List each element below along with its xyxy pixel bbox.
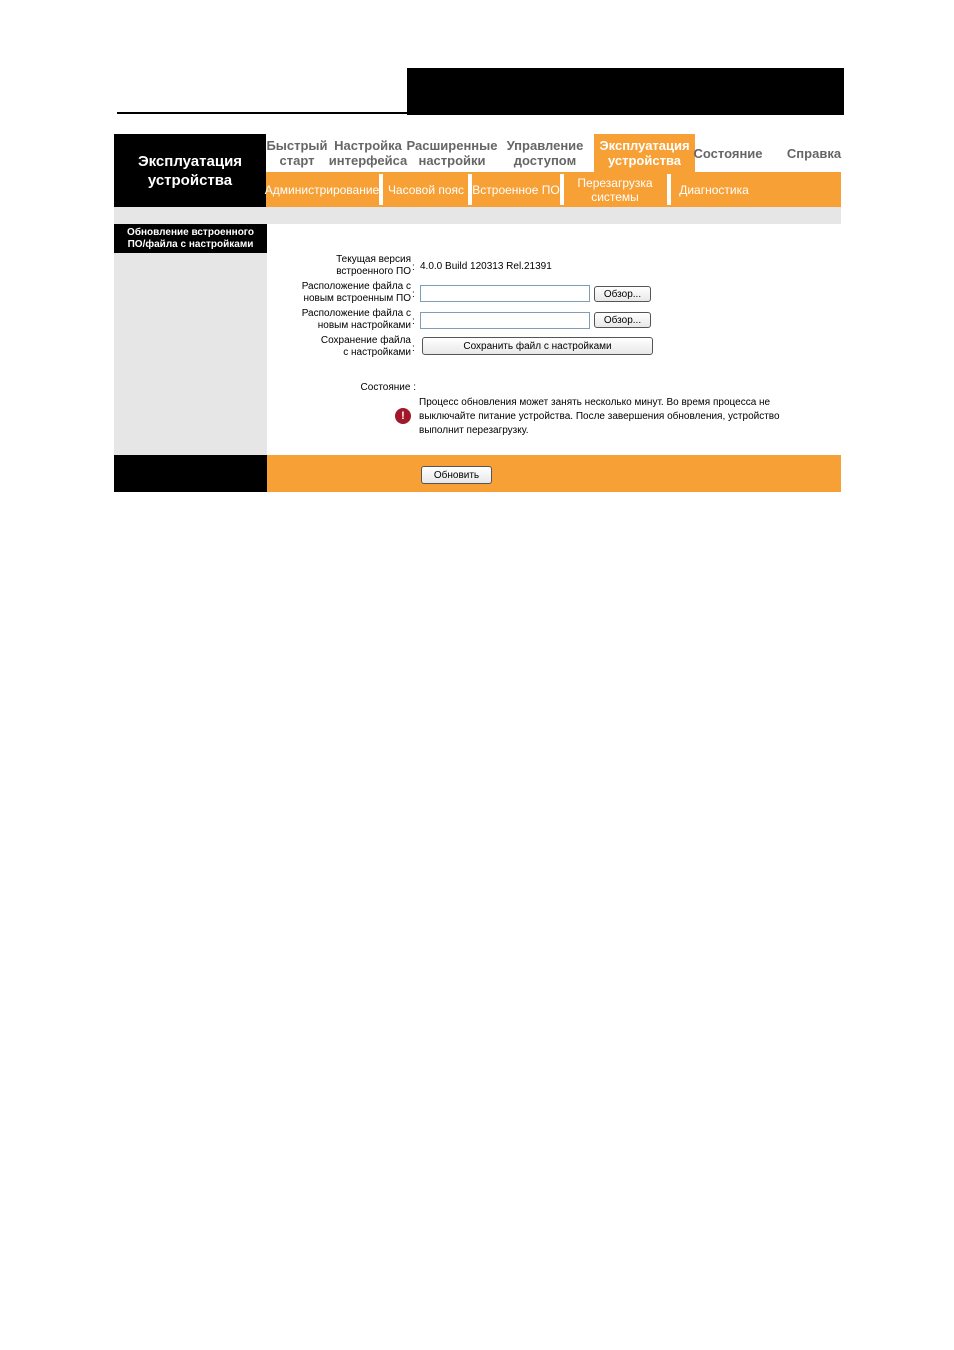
tab-label: Справка bbox=[786, 145, 842, 161]
config-file-input[interactable] bbox=[420, 312, 590, 329]
sub-nav bbox=[266, 172, 841, 207]
update-button[interactable]: Обновить bbox=[421, 466, 492, 484]
tab-label: Состояние bbox=[693, 145, 763, 161]
header-black-bar bbox=[407, 68, 844, 115]
config-browse-button[interactable]: Обзор... bbox=[594, 312, 651, 328]
firmware-file-input[interactable] bbox=[420, 285, 590, 302]
subnav-label: системы bbox=[591, 189, 639, 204]
save-config-label bbox=[300, 335, 411, 359]
colon: : bbox=[412, 289, 415, 300]
page-title-line1: Эксплуатация bbox=[137, 152, 243, 170]
divider-strip bbox=[114, 207, 841, 224]
warning-icon: ! bbox=[395, 408, 411, 424]
subnav-label: Перезагрузка bbox=[577, 175, 653, 190]
tab-label: Настройка bbox=[334, 138, 402, 153]
tab-label: интерфейса bbox=[328, 153, 408, 168]
subnav-system-reboot[interactable] bbox=[564, 172, 666, 207]
tab-label: доступом bbox=[513, 153, 577, 168]
save-config-button[interactable]: Сохранить файл с настройками bbox=[422, 337, 653, 355]
label-line: встроенного ПО bbox=[336, 266, 411, 277]
tab-label: Быстрый bbox=[266, 138, 328, 153]
section-title bbox=[114, 224, 267, 253]
config-file-label bbox=[280, 308, 411, 332]
section-title-line2: ПО/файла с настройками bbox=[127, 238, 254, 250]
subnav-divider bbox=[667, 174, 671, 205]
header-rule bbox=[117, 112, 407, 114]
subnav-label: Диагностика bbox=[679, 182, 749, 197]
tab-label: Эксплуатация bbox=[599, 138, 690, 153]
firmware-file-label bbox=[280, 281, 411, 305]
page-title-line2: устройства bbox=[147, 171, 233, 189]
subnav-diagnostics[interactable] bbox=[672, 172, 756, 207]
footer-bar bbox=[267, 455, 841, 492]
left-sidebar bbox=[114, 224, 267, 455]
tab-interface-setup[interactable] bbox=[328, 134, 408, 172]
label-line: с настройками bbox=[343, 347, 411, 358]
current-version-label bbox=[300, 254, 411, 278]
tab-maintenance[interactable] bbox=[594, 134, 695, 172]
subnav-label: Встроенное ПО bbox=[472, 182, 560, 197]
tab-label: настройки bbox=[418, 153, 486, 168]
firmware-browse-button[interactable]: Обзор... bbox=[594, 286, 651, 302]
tab-quick-start[interactable] bbox=[266, 134, 328, 172]
subnav-firmware[interactable] bbox=[472, 172, 560, 207]
label-line: Текущая версия bbox=[336, 254, 411, 265]
colon: : bbox=[412, 316, 415, 327]
tab-label: устройства bbox=[607, 153, 682, 168]
tab-help[interactable] bbox=[782, 134, 846, 172]
colon: : bbox=[412, 343, 415, 354]
label-line: Расположение файла с bbox=[301, 308, 411, 319]
status-label: Состояние : bbox=[360, 382, 416, 393]
current-version-value: 4.0.0 Build 120313 Rel.21391 bbox=[420, 261, 552, 272]
tab-access-management[interactable] bbox=[496, 134, 594, 172]
subnav-label: Администрирование bbox=[264, 182, 380, 197]
tab-advanced-setup[interactable] bbox=[408, 134, 496, 172]
section-title-line1: Обновление встроенного bbox=[127, 226, 254, 238]
tab-label: Расширенные bbox=[406, 138, 498, 153]
tab-label: старт bbox=[279, 153, 315, 168]
top-nav bbox=[266, 134, 841, 172]
status-message: Процесс обновления может занять несколько минут. Во время процесса не выключайте питание устройства. После завершения обновления, устройство выполнит перезагрузку. bbox=[419, 397, 780, 436]
subnav-administration[interactable] bbox=[266, 172, 378, 207]
page-title bbox=[114, 134, 266, 207]
footer-left bbox=[114, 455, 267, 492]
tab-status[interactable] bbox=[695, 134, 761, 172]
label-line: новым встроенным ПО bbox=[303, 293, 411, 304]
label-line: Сохранение файла bbox=[320, 335, 411, 346]
colon: : bbox=[412, 262, 415, 273]
subnav-time-zone[interactable] bbox=[383, 172, 469, 207]
tab-label: Управление bbox=[506, 138, 584, 153]
subnav-label: Часовой пояс bbox=[387, 182, 465, 197]
label-line: Расположение файла с bbox=[301, 281, 411, 292]
label-line: новым настройками bbox=[317, 320, 411, 331]
